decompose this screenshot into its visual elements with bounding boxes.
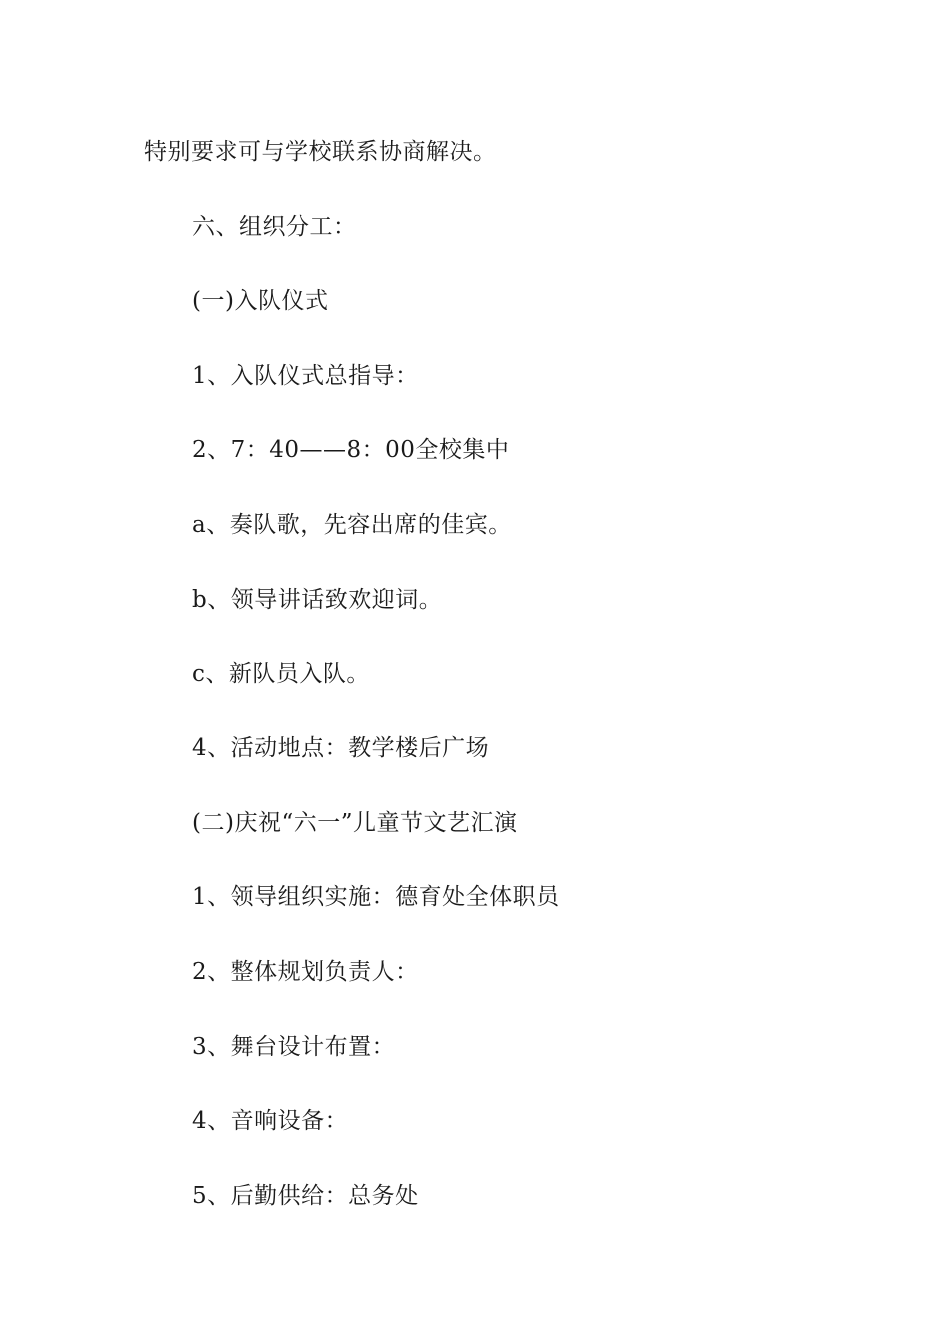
list-item: c、新队员入队。 (192, 661, 370, 687)
list-item: 4、活动地点：教学楼后广场 (192, 735, 490, 761)
list-item: 1、入队仪式总指导： (192, 363, 419, 389)
list-item: 2、7：40——8：00全校集中 (192, 437, 510, 463)
section-heading-organization: 六、组织分工： (192, 214, 357, 240)
list-item: 3、舞台设计布置： (192, 1034, 396, 1060)
subsection-heading-performance: (二)庆祝“六一”儿童节文艺汇演 (192, 810, 518, 836)
list-item: 4、音响设备： (192, 1108, 349, 1134)
subsection-heading-ceremony: (一)入队仪式 (192, 288, 329, 314)
list-item: b、领导讲话致欢迎词。 (192, 587, 443, 613)
list-item: 5、后勤供给：总务处 (192, 1183, 419, 1209)
list-item: 2、整体规划负责人： (192, 959, 419, 985)
paragraph-continuation: 特别要求可与学校联系协商解决。 (144, 139, 497, 165)
list-item: a、奏队歌，先容出席的佳宾。 (192, 512, 512, 538)
list-item: 1、领导组织实施：德育处全体职员 (192, 884, 560, 910)
